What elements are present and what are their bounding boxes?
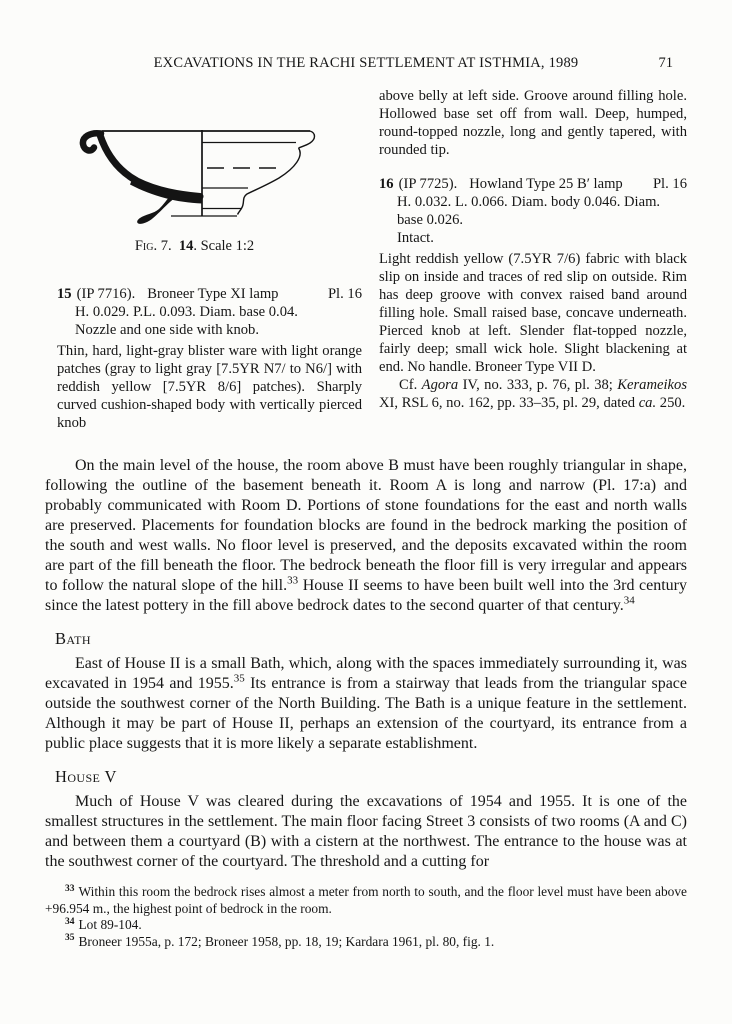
figure-7 bbox=[57, 123, 362, 255]
figure-label: Fig. 7. bbox=[134, 238, 172, 254]
page-number: 71 bbox=[658, 55, 673, 71]
paragraph-house-2 bbox=[45, 456, 687, 616]
catalog-entry-16 bbox=[379, 175, 687, 412]
paragraph-text: Its entrance is from a stairway that leads from the triangular space outside the southwest corner of the North Building. The Bath is a unique feature in the settlement. Although it may be part of House II, perhaps an extension of the courtyard, its entrance from a public place suggests that it is more likely a separate establishment. bbox=[45, 675, 687, 752]
footnote-34-text: Lot 89-104. bbox=[78, 917, 142, 932]
entry-15-description: Thin, hard, light-gray blister ware with light orange patches (gray to light gray [7.5YR N7/ to N6/] with reddish yellow [7.5YR 8/6] patches). Sharply curved cushion-shaped body with vertically pierced knob bbox=[57, 343, 362, 431]
paragraph-text: East of House II is a small Bath, which, along with the spaces immediately surrounding it, was excavated in 1954 and 1955. bbox=[45, 655, 687, 692]
running-head bbox=[45, 55, 687, 73]
entry-16-description: Light reddish yellow (7.5YR 7/6) fabric with black slip on inside and traces of red slip on outside. Rim has deep groove with convex raised band around filling hole. Small raised base, concave underneath. Pierced knob at left. Slender flat-topped nozzle, fairly deep; small wick hole. Slight blackening at end. No handle. Broneer Type VII D. bbox=[379, 251, 687, 375]
entry-15-number: 15 bbox=[57, 286, 72, 302]
citation-text: XI, RSL 6, no. 162, pp. 33–35, pl. 29, dated bbox=[379, 395, 639, 411]
lamp-profile-drawing-icon bbox=[79, 123, 319, 225]
footnote-ref-34: 34 bbox=[623, 594, 635, 607]
figure-scale: . Scale 1:2 bbox=[193, 238, 255, 254]
citation-italic-agora: Agora bbox=[421, 377, 459, 393]
citation-text: Cf. bbox=[399, 377, 422, 393]
citation-italic-ca: ca. bbox=[638, 395, 657, 411]
entry-16-type: Howland Type 25 B′ lamp bbox=[469, 176, 623, 192]
left-column bbox=[45, 87, 362, 432]
footnote-35-number: 35 bbox=[65, 933, 75, 944]
right-column bbox=[379, 87, 687, 432]
entry-15-inventory: (IP 7716). bbox=[76, 286, 136, 302]
paragraph-bath bbox=[45, 654, 687, 754]
entry-15-type: Broneer Type XI lamp bbox=[147, 286, 279, 302]
footnote-ref-35: 35 bbox=[233, 672, 245, 685]
entry-15-dimensions: H. 0.029. P.L. 0.093. Diam. base 0.04. bbox=[75, 304, 298, 320]
rim-flange-outline bbox=[299, 131, 315, 148]
article-title: EXCAVATIONS IN THE RACHI SETTLEMENT AT ISTHMIA, 1989 bbox=[153, 55, 579, 71]
section-bowl-bottom bbox=[130, 177, 202, 204]
entry-14-continuation: above belly at left side. Groove around filling hole. Hollowed base set off from wall. Deep, humped, round-topped nozzle, long and gently tapered, with rounded tip. bbox=[379, 88, 687, 158]
entry-16-inventory: (IP 7725). bbox=[398, 176, 458, 192]
entry-16-plate-ref: Pl. 16 bbox=[652, 176, 687, 192]
footnote-35 bbox=[45, 934, 687, 951]
section-heading-house-v: House V bbox=[55, 767, 117, 786]
entry-15-condition: Nozzle and one side with knob. bbox=[75, 322, 259, 338]
body-outline-right bbox=[238, 148, 301, 215]
paragraph-text: House II seems to have been built well into the 3rd century since the latest pottery in the fill above bedrock dates to the second quarter of that century. bbox=[45, 577, 688, 614]
body-text bbox=[45, 456, 687, 872]
entry-16-condition: Intact. bbox=[397, 230, 434, 246]
footnote-33-text: Within this room the bedrock rises almost a meter from north to south, and the floor level must have been above +96.954 m., the highest point of bedrock in the room. bbox=[45, 884, 687, 916]
entry-15-heading bbox=[57, 285, 362, 303]
entry-16-number: 16 bbox=[379, 176, 394, 192]
entry-16-dimensions: H. 0.032. L. 0.066. Diam. body 0.046. Diam. base 0.026. bbox=[397, 194, 661, 228]
footnote-35-text: Broneer 1955a, p. 172; Broneer 1958, pp. 18, 19; Kardara 1961, pl. 80, fig. 1. bbox=[78, 933, 495, 949]
footnote-33-number: 33 bbox=[65, 883, 75, 894]
paragraph-house-v: Much of House V was cleared during the excavations of 1954 and 1955. It is one of the smallest structures in the settlement. The main floor facing Street 3 consists of two rooms (A and C) and between them a courtyard (B) with a cistern at the northwest. The entrance to the house was at the southwest corner of the courtyard. The threshold and a cutting for bbox=[45, 793, 687, 870]
catalog-columns bbox=[45, 87, 687, 432]
footnote-33 bbox=[45, 884, 687, 917]
section-foot bbox=[137, 194, 175, 224]
entry-15-plate-ref: Pl. 16 bbox=[327, 286, 362, 302]
citation-text: 250. bbox=[656, 395, 686, 411]
catalog-entry-15 bbox=[57, 285, 362, 432]
entry-16-citation bbox=[379, 376, 687, 412]
citation-italic-kerameikos: Kerameikos bbox=[617, 377, 687, 393]
footnote-34 bbox=[45, 917, 687, 934]
citation-text: IV, no. 333, p. 76, pl. 38; bbox=[458, 377, 618, 393]
footnote-ref-33: 33 bbox=[287, 574, 299, 587]
paragraph-text: On the main level of the house, the room above B must have been roughly triangular in shape, following the outline of the basement beneath it. Room A is long and narrow (Pl. 17:a) and probably communicated with Room D. Portions of stone foundations for the east and north walls are preserved. Placements for foundation blocks are found in the bedrock marking the position of the south and west walls. No floor level is preserved, and the deposits excavated within the room are part of the fill beneath the floor. The bedrock beneath the floor fill is very irregular and appears to follow the natural slope of the hill. bbox=[45, 457, 687, 594]
footnotes bbox=[45, 884, 687, 950]
figure-caption bbox=[57, 237, 332, 255]
entry-16-heading bbox=[379, 175, 687, 193]
section-heading-bath: Bath bbox=[55, 629, 91, 648]
footnote-34-number: 34 bbox=[65, 916, 75, 927]
figure-item-number: 14 bbox=[178, 238, 194, 254]
